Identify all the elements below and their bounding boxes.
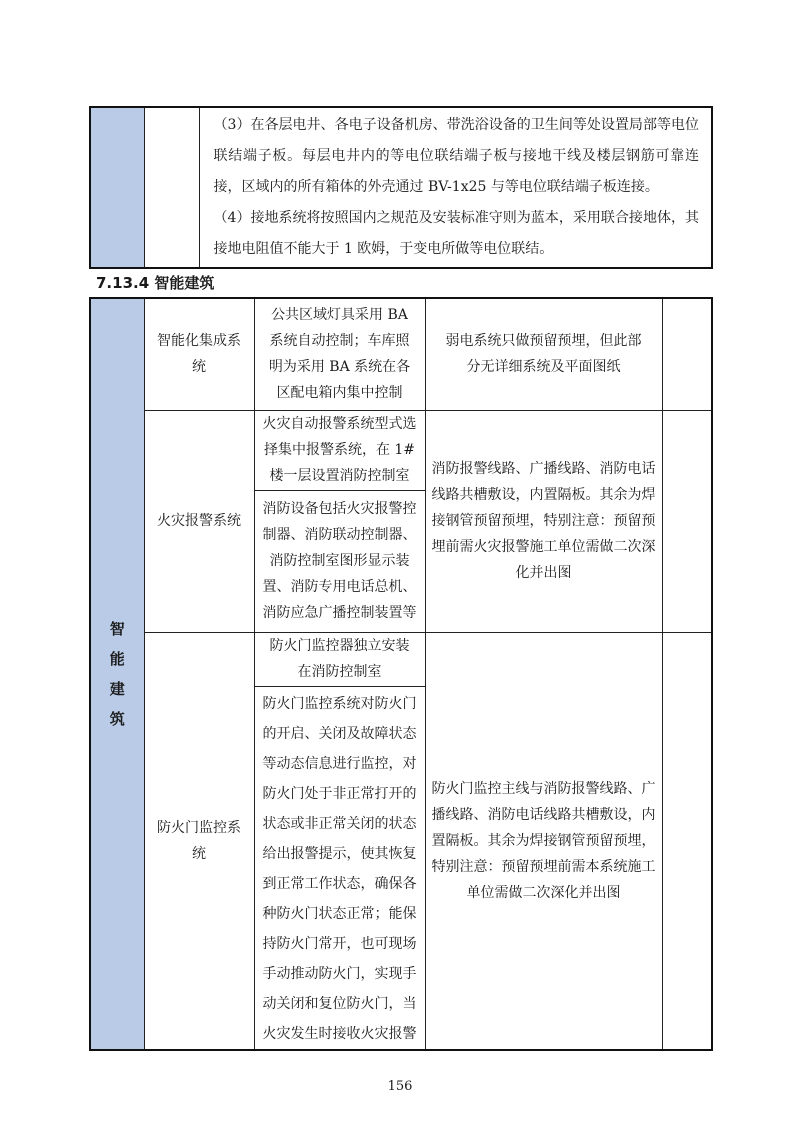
blank-cell: [662, 298, 712, 410]
grounding-table: [89, 106, 713, 269]
system-item-cell: [254, 686, 425, 1050]
system-name: 防火门监控系统: [157, 819, 241, 862]
category-label-cell: [90, 298, 144, 1050]
system-item: 公共区域灯具采用 BA 系统自动控制；车库照明为采用 BA 系统在各区配电箱内集中控制: [268, 307, 411, 402]
system-item: 消防设备包括火灾报警控制器、消防联动控制器、消防控制室图形显示装置、消防专用电话总机、消防应急广播控制装置等: [262, 501, 417, 621]
system-note-cell: [425, 410, 662, 632]
system-item-cell: [254, 490, 425, 632]
category-label: 智 能 建 筑: [109, 619, 125, 728]
system-note: 弱电系统只做预留预埋，但此部分无详细系统及平面图纸: [445, 333, 642, 376]
system-name: 火灾报警系统: [157, 513, 241, 529]
system-name-cell: [144, 298, 254, 410]
system-item: 防火门监控系统对防火门的开启、关闭及故障状态等动态信息进行监控，对防火门处于非正常打开的状态或非正常关闭的状态给出报警提示，使其恢复到正常工作状态，确保各种防火门状态正常；能保持防火门常开，也可现场手动推动防火门，实现手动关闭和复位防火门，当火灾发生时接收火灾报警: [262, 695, 417, 1042]
blank-cell: [662, 632, 712, 1050]
system-note-cell: [425, 632, 662, 1050]
system-note: 防火门监控主线与消防报警线路、广播线路、消防电话线路共槽敷设，内置隔板。其余为焊接钢管预留预埋，特别注意：预留预埋前需本系统施工单位需做二次深化并出图: [431, 780, 656, 901]
intelligent-building-table: [89, 297, 713, 1051]
blank-cell: [662, 410, 712, 632]
system-item: 防火门监控器独立安装在消防控制室: [269, 638, 410, 680]
system-name-cell: [144, 410, 254, 632]
category-cell: [90, 107, 144, 268]
system-name: 智能化集成系统: [157, 333, 241, 376]
system-item-cell: [254, 410, 425, 490]
system-item: 火灾自动报警系统型式选择集中报警系统，在 1#楼一层设置消防控制室: [262, 416, 417, 484]
empty-cell: [144, 107, 199, 268]
section-heading: 7.13.4 智能建筑: [96, 274, 215, 292]
system-note-cell: [425, 298, 662, 410]
system-name-cell: [144, 632, 254, 1050]
page-number: 156: [387, 1079, 413, 1094]
paragraph-4: （4）接地系统将按照国内之规范及安装标准守则为蓝本，采用联合接地体，其接地电阻值不能大于 1 欧姆，于变电所做等电位联结。: [213, 210, 699, 257]
system-item-cell: [254, 298, 425, 410]
system-item-cell: [254, 632, 425, 686]
grounding-content-cell: [199, 107, 712, 268]
system-note: 消防报警线路、广播线路、消防电话线路共槽敷设，内置隔板。其余为焊接钢管预留预埋，特别注意：预留预埋前需火灾报警施工单位需做二次深化并出图: [431, 461, 656, 581]
paragraph-3: （3）在各层电井、各电子设备机房、带洗浴设备的卫生间等处设置局部等电位联结端子板。每层电井内的等电位联结端子板与接地干线及楼层钢筋可靠连接，区域内的所有箱体的外壳通过 BV-1x25 与等电位联结端子板连接。: [213, 117, 699, 195]
